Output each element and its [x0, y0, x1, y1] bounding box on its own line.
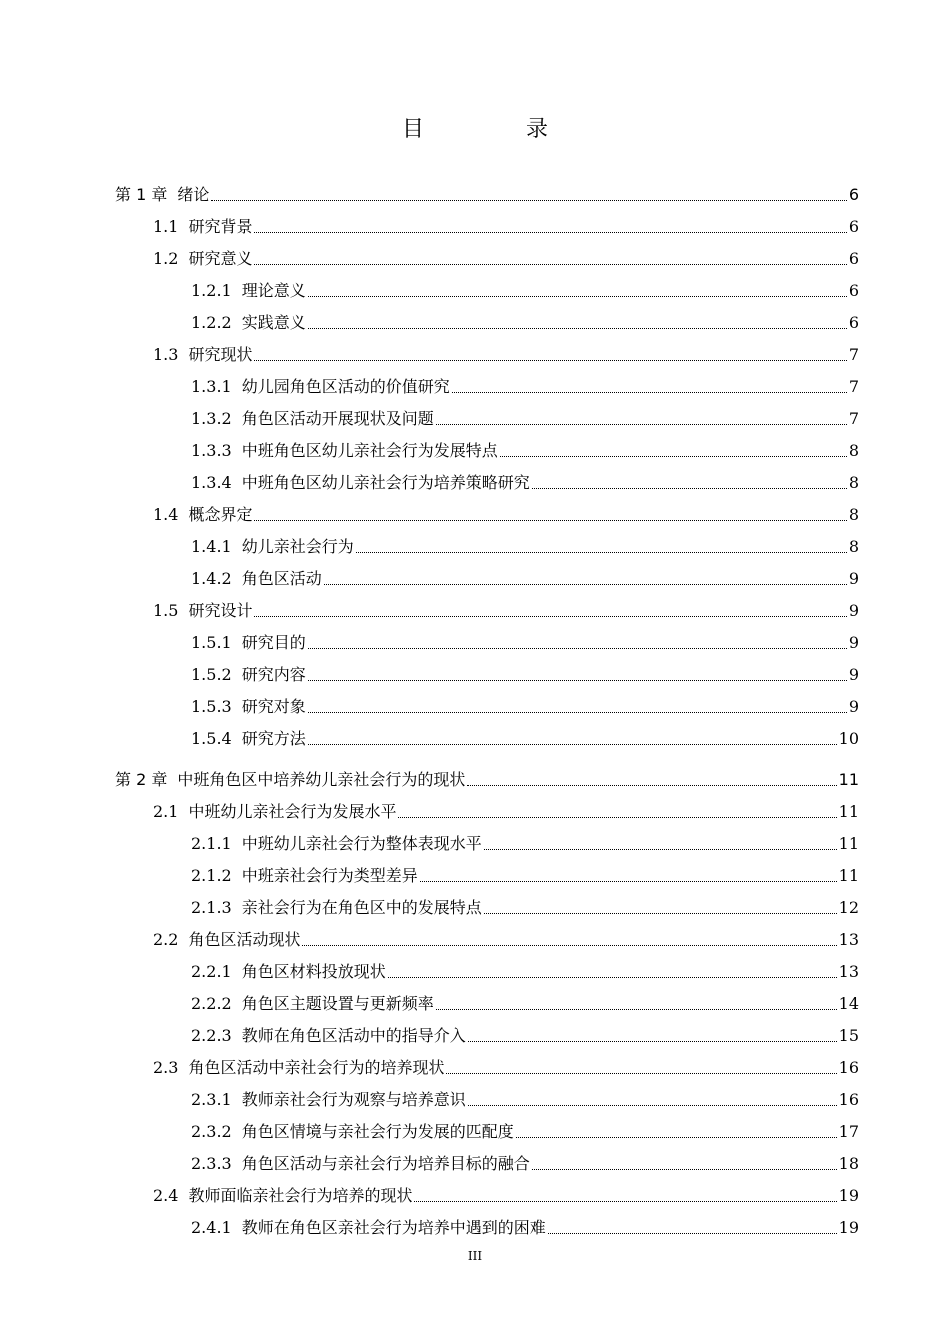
toc-entry-page: 13: [838, 930, 859, 949]
toc-entry-title: 幼儿园角色区活动的价值研究: [241, 377, 450, 396]
dot-leader: [308, 743, 837, 745]
toc-entry-title: 中班角色区中培养幼儿亲社会行为的现状: [177, 770, 466, 789]
toc-entry-number: 2.4: [153, 1186, 179, 1205]
toc-entry-page: 7: [848, 345, 859, 364]
toc-entry[interactable]: [191, 1121, 859, 1143]
dot-leader: [254, 231, 846, 233]
toc-entry[interactable]: [191, 833, 859, 855]
toc-entry-title: 研究设计: [188, 601, 253, 620]
toc-entry[interactable]: [191, 472, 859, 494]
dot-leader: [516, 1136, 837, 1138]
toc-entry[interactable]: [153, 929, 859, 951]
toc-entry-title: 角色区活动与亲社会行为培养目标的融合: [241, 1154, 530, 1173]
toc-entry[interactable]: [191, 696, 859, 718]
dot-leader: [452, 391, 847, 393]
toc-entry[interactable]: [191, 961, 859, 983]
dot-leader: [308, 327, 847, 329]
toc-entry-number: 1.2: [153, 249, 179, 268]
toc-entry-title: 角色区主题设置与更新频率: [241, 994, 434, 1013]
toc-entry-title: 概念界定: [188, 505, 253, 524]
toc-entry-title: 亲社会行为在角色区中的发展特点: [241, 898, 482, 917]
toc-entry[interactable]: [191, 312, 859, 334]
dot-leader: [532, 487, 847, 489]
toc-entry-title: 中班亲社会行为类型差异: [241, 866, 418, 885]
toc-entry-title: 绪论: [177, 185, 210, 204]
toc-entry[interactable]: [153, 216, 859, 238]
dot-leader: [254, 263, 846, 265]
dot-leader: [356, 551, 847, 553]
dot-leader: [500, 455, 847, 457]
toc-entry-title: 角色区活动中亲社会行为的培养现状: [188, 1058, 445, 1077]
toc-entry-page: 19: [838, 1218, 859, 1237]
toc-entry[interactable]: [191, 993, 859, 1015]
toc-entry-title: 研究方法: [241, 729, 306, 748]
toc-entry[interactable]: [191, 376, 859, 398]
toc-entry-page: 11: [838, 770, 859, 789]
dot-leader: [302, 944, 836, 946]
toc-entry-title: 教师在角色区亲社会行为培养中遇到的困难: [241, 1218, 546, 1237]
toc-entry[interactable]: [191, 1217, 859, 1239]
toc-entry-page: 11: [838, 866, 859, 885]
dot-leader: [484, 912, 837, 914]
toc-entry-title: 实践意义: [241, 313, 306, 332]
dot-leader: [484, 848, 837, 850]
toc-entry-page: 8: [848, 441, 859, 460]
dot-leader: [254, 519, 846, 521]
toc-entry-number: 1.2.1: [191, 281, 232, 300]
toc-entry-number: 1.5.1: [191, 633, 232, 652]
dot-leader: [254, 615, 846, 617]
toc-entry[interactable]: [153, 1057, 859, 1079]
toc-entry-page: 9: [848, 601, 859, 620]
toc-entry-page: 9: [848, 697, 859, 716]
toc-entry-page: 14: [838, 994, 859, 1013]
toc-entry[interactable]: [191, 440, 859, 462]
toc-entry-page: 18: [838, 1154, 859, 1173]
toc-entry-number: 2.3.3: [191, 1154, 232, 1173]
toc-entry-page: 9: [848, 569, 859, 588]
toc-entry-page: 8: [848, 505, 859, 524]
toc-entry-title: 研究内容: [241, 665, 306, 684]
toc-entry-number: 1.5.2: [191, 665, 232, 684]
toc-entry-number: 1.3.3: [191, 441, 232, 460]
toc-entry-title: 角色区情境与亲社会行为发展的匹配度: [241, 1122, 514, 1141]
dot-leader: [467, 784, 836, 786]
toc-entry-title: 研究现状: [188, 345, 253, 364]
dot-leader: [446, 1072, 836, 1074]
toc-entry-page: 11: [838, 802, 859, 821]
toc-entry-page: 6: [848, 217, 859, 236]
toc-entry[interactable]: [191, 728, 859, 750]
dot-leader: [468, 1040, 837, 1042]
toc-entry-number: 1.4.2: [191, 569, 232, 588]
toc-entry-title: 角色区材料投放现状: [241, 962, 386, 981]
toc-entry-number: 2.4.1: [191, 1218, 232, 1237]
toc-entry[interactable]: [191, 664, 859, 686]
toc-entry-page: 6: [848, 185, 859, 204]
dot-leader: [308, 711, 847, 713]
toc-entry[interactable]: [191, 632, 859, 654]
toc-entry-title: 角色区活动: [241, 569, 322, 588]
toc-entry-number: 2.1.2: [191, 866, 232, 885]
toc-entry-number: 1.3.4: [191, 473, 232, 492]
dot-leader: [388, 976, 837, 978]
toc-entry-number: 2.3.2: [191, 1122, 232, 1141]
toc-entry[interactable]: [191, 280, 859, 302]
toc-entry[interactable]: [153, 248, 859, 270]
dot-leader: [532, 1168, 837, 1170]
toc-entry-title: 教师在角色区活动中的指导介入: [241, 1026, 466, 1045]
toc-entry-page: 11: [838, 834, 859, 853]
page-number: III: [467, 1249, 483, 1263]
toc-entry[interactable]: [153, 1185, 859, 1207]
dot-leader: [468, 1104, 837, 1106]
toc-entry-title: 中班幼儿亲社会行为整体表现水平: [241, 834, 482, 853]
dot-leader: [324, 583, 847, 585]
toc-entry-page: 8: [848, 473, 859, 492]
toc-entry-title: 角色区活动开展现状及问题: [241, 409, 434, 428]
toc-entry-title: 研究背景: [188, 217, 253, 236]
dot-leader: [254, 359, 846, 361]
toc-entry-number: 1.4: [153, 505, 179, 524]
toc-entry-title: 幼儿亲社会行为: [241, 537, 354, 556]
toc-entry-number: 2.2.1: [191, 962, 232, 981]
dot-leader: [308, 679, 847, 681]
toc-entry-page: 12: [838, 898, 859, 917]
toc-entry-number: 2.2.3: [191, 1026, 232, 1045]
toc-entry[interactable]: [153, 600, 859, 622]
toc-entry[interactable]: [191, 897, 859, 919]
toc-entry-number: 2.1: [153, 802, 179, 821]
toc-entry-number: 1.5.4: [191, 729, 232, 748]
toc-entry-page: 19: [838, 1186, 859, 1205]
toc-entry-number: 1.3: [153, 345, 179, 364]
toc-entry-title: 研究对象: [241, 697, 306, 716]
dot-leader: [436, 1008, 837, 1010]
dot-leader: [308, 295, 847, 297]
toc-entry-page: 16: [838, 1090, 859, 1109]
toc-entry-page: 9: [848, 665, 859, 684]
toc-entry-number: 1.3.2: [191, 409, 232, 428]
dot-leader: [436, 423, 847, 425]
toc-entry-title: 角色区活动现状: [188, 930, 301, 949]
toc-entry-page: 7: [848, 377, 859, 396]
toc-entry-title: 中班角色区幼儿亲社会行为培养策略研究: [241, 473, 530, 492]
toc-entry-title: 理论意义: [241, 281, 306, 300]
toc-entry-title: 教师亲社会行为观察与培养意识: [241, 1090, 466, 1109]
toc-entry-page: 8: [848, 537, 859, 556]
toc-entry-page: 17: [838, 1122, 859, 1141]
toc-entry[interactable]: [153, 504, 859, 526]
toc-entry-number: 第 1 章: [115, 185, 168, 204]
toc-entry-page: 7: [848, 409, 859, 428]
page-title: 目 录: [401, 117, 588, 142]
toc-entry-number: 1.2.2: [191, 313, 232, 332]
toc-entry-page: 6: [848, 249, 859, 268]
toc-entry-number: 1.1: [153, 217, 179, 236]
toc-entry[interactable]: [191, 1153, 859, 1175]
toc-entry[interactable]: [191, 408, 859, 430]
dot-leader: [308, 647, 847, 649]
toc-entry[interactable]: [191, 536, 859, 558]
toc-entry-page: 6: [848, 313, 859, 332]
toc-entry[interactable]: [191, 568, 859, 590]
toc-entry-number: 2.3.1: [191, 1090, 232, 1109]
toc-entry[interactable]: [191, 1025, 859, 1047]
toc-entry-page: 15: [838, 1026, 859, 1045]
toc-entry[interactable]: [115, 184, 859, 206]
toc-entry-number: 第 2 章: [115, 770, 168, 789]
toc-entry-title: 研究意义: [188, 249, 253, 268]
toc-entry-number: 1.3.1: [191, 377, 232, 396]
dot-leader: [420, 880, 837, 882]
dot-leader: [211, 199, 846, 201]
toc-entry[interactable]: [153, 801, 859, 823]
toc-entry[interactable]: [153, 344, 859, 366]
toc-entry-page: 9: [848, 633, 859, 652]
toc-entry-number: 1.5: [153, 601, 179, 620]
toc-entry-page: 13: [838, 962, 859, 981]
toc-entry-number: 2.1.1: [191, 834, 232, 853]
toc-entry-number: 1.4.1: [191, 537, 232, 556]
toc-entry-title: 中班幼儿亲社会行为发展水平: [188, 802, 397, 821]
toc-entry[interactable]: [191, 865, 859, 887]
toc-entry-title: 教师面临亲社会行为培养的现状: [188, 1186, 413, 1205]
toc-entry-page: 10: [838, 729, 859, 748]
toc-entry-title: 中班角色区幼儿亲社会行为发展特点: [241, 441, 498, 460]
toc-entry-number: 2.2: [153, 930, 179, 949]
toc-entry-number: 2.1.3: [191, 898, 232, 917]
toc-entry-number: 2.2.2: [191, 994, 232, 1013]
toc-entry-number: 2.3: [153, 1058, 179, 1077]
toc-entry[interactable]: [191, 1089, 859, 1111]
toc-entry-page: 6: [848, 281, 859, 300]
dot-leader: [398, 816, 836, 818]
dot-leader: [548, 1232, 837, 1234]
toc-entry[interactable]: [115, 769, 859, 791]
toc-entry-number: 1.5.3: [191, 697, 232, 716]
toc-entry-page: 16: [838, 1058, 859, 1077]
dot-leader: [414, 1200, 836, 1202]
toc-entry-title: 研究目的: [241, 633, 306, 652]
